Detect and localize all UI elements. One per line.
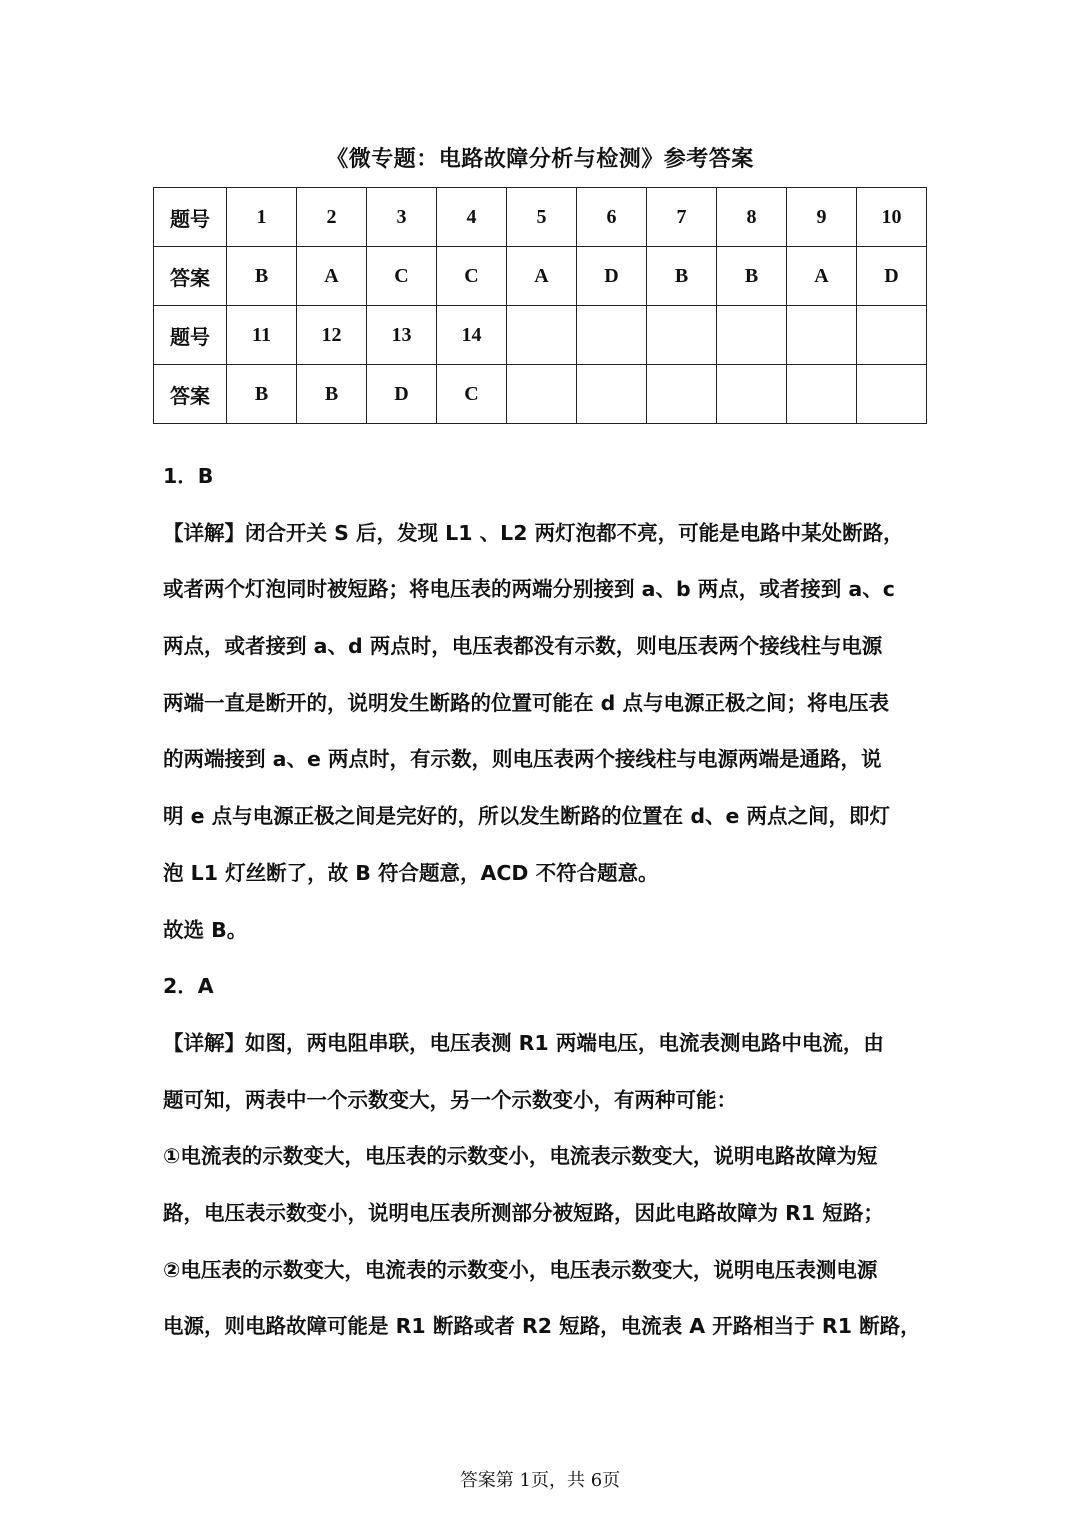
table-cell: 7 [647, 188, 717, 247]
text-line: 的两端接到 a、e 两点时，有示数，则电压表两个接线柱与电源两端是通路，说 [163, 747, 882, 772]
table-cell: B [297, 365, 367, 424]
table-cell: D [367, 365, 437, 424]
table-cell: 12 [297, 306, 367, 365]
table-cell [787, 365, 857, 424]
row-header-cell: 题号 [154, 188, 227, 247]
table-cell: 9 [787, 188, 857, 247]
table-row [154, 306, 927, 365]
table-cell: D [857, 247, 927, 306]
table-cell [717, 306, 787, 365]
table-cell: 11 [227, 306, 297, 365]
answer-table [153, 187, 927, 424]
page-footer: 答案第 1页，共 6页 [459, 1470, 621, 1491]
table-row [154, 365, 927, 424]
table-cell [857, 365, 927, 424]
table-cell: 10 [857, 188, 927, 247]
table-cell: A [787, 247, 857, 306]
table-cell: A [297, 247, 367, 306]
text-line: 【详解】如图，两电阻串联，电压表测 R1 两端电压，电流表测电路中电流，由 [163, 1030, 884, 1055]
text-line: 题可知，两表中一个示数变大，另一个示数变小，有两种可能： [163, 1087, 737, 1112]
text-line: ②电压表的示数变大，电流表的示数变小，电压表示数变大，说明电压表测电源 [163, 1257, 878, 1282]
text-line: ①电流表的示数变大，电压表的示数变小，电流表示数变大，说明电路故障为短 [163, 1144, 878, 1169]
text-line: 故选 B。 [163, 917, 248, 942]
answer-explanations [163, 455, 923, 1362]
table-cell [507, 306, 577, 365]
table-cell: D [577, 247, 647, 306]
row-header-cell: 答案 [154, 365, 227, 424]
table-cell [717, 365, 787, 424]
table-row [154, 247, 927, 306]
table-cell: 5 [507, 188, 577, 247]
table-cell: 2 [297, 188, 367, 247]
table-cell [577, 365, 647, 424]
table-cell: B [227, 247, 297, 306]
text-line: 电源，则电路故障可能是 R1 断路或者 R2 短路，电流表 A 开路相当于 R1 断路， [163, 1314, 921, 1339]
table-cell: B [647, 247, 717, 306]
table-cell [787, 306, 857, 365]
text-line: 两端一直是断开的，说明发生断路的位置可能在 d 点与电源正极之间；将电压表 [163, 690, 889, 715]
text-line: 路，电压表示数变小，说明电压表所测部分被短路，因此电路故障为 R1 短路； [163, 1200, 884, 1225]
table-cell [507, 365, 577, 424]
table-cell: 13 [367, 306, 437, 365]
table-cell: B [227, 365, 297, 424]
table-cell: C [437, 365, 507, 424]
row-header-cell: 题号 [154, 306, 227, 365]
text-line: 【详解】闭合开关 S 后，发现 L1 、L2 两灯泡都不亮，可能是电路中某处断路， [163, 520, 904, 545]
text-line: 两点，或者接到 a、d 两点时，电压表都没有示数，则电压表两个接线柱与电源 [163, 634, 883, 659]
text-line: 泡 L1 灯丝断了，故 B 符合题意，ACD 不符合题意。 [163, 860, 659, 885]
table-cell: 14 [437, 306, 507, 365]
page-title: 《微专题：电路故障分析与检测》参考答案 [326, 146, 754, 172]
table-cell: 8 [717, 188, 787, 247]
row-header-cell: 答案 [154, 247, 227, 306]
table-cell: 1 [227, 188, 297, 247]
table-cell: 4 [437, 188, 507, 247]
text-line: 或者两个灯泡同时被短路；将电压表的两端分别接到 a、b 两点，或者接到 a、c [163, 577, 895, 602]
table-cell: C [367, 247, 437, 306]
table-cell [857, 306, 927, 365]
table-cell [577, 306, 647, 365]
table-cell [647, 365, 717, 424]
table-cell: B [717, 247, 787, 306]
table-cell: 3 [367, 188, 437, 247]
table-cell [647, 306, 717, 365]
table-cell: A [507, 247, 577, 306]
text-line: 1．B [163, 464, 214, 488]
table-cell: 6 [577, 188, 647, 247]
table-cell: C [437, 247, 507, 306]
text-line: 2．A [163, 974, 214, 999]
text-line: 明 e 点与电源正极之间是完好的，所以发生断路的位置在 d、e 两点之间，即灯 [163, 804, 891, 829]
table-row [154, 188, 927, 247]
